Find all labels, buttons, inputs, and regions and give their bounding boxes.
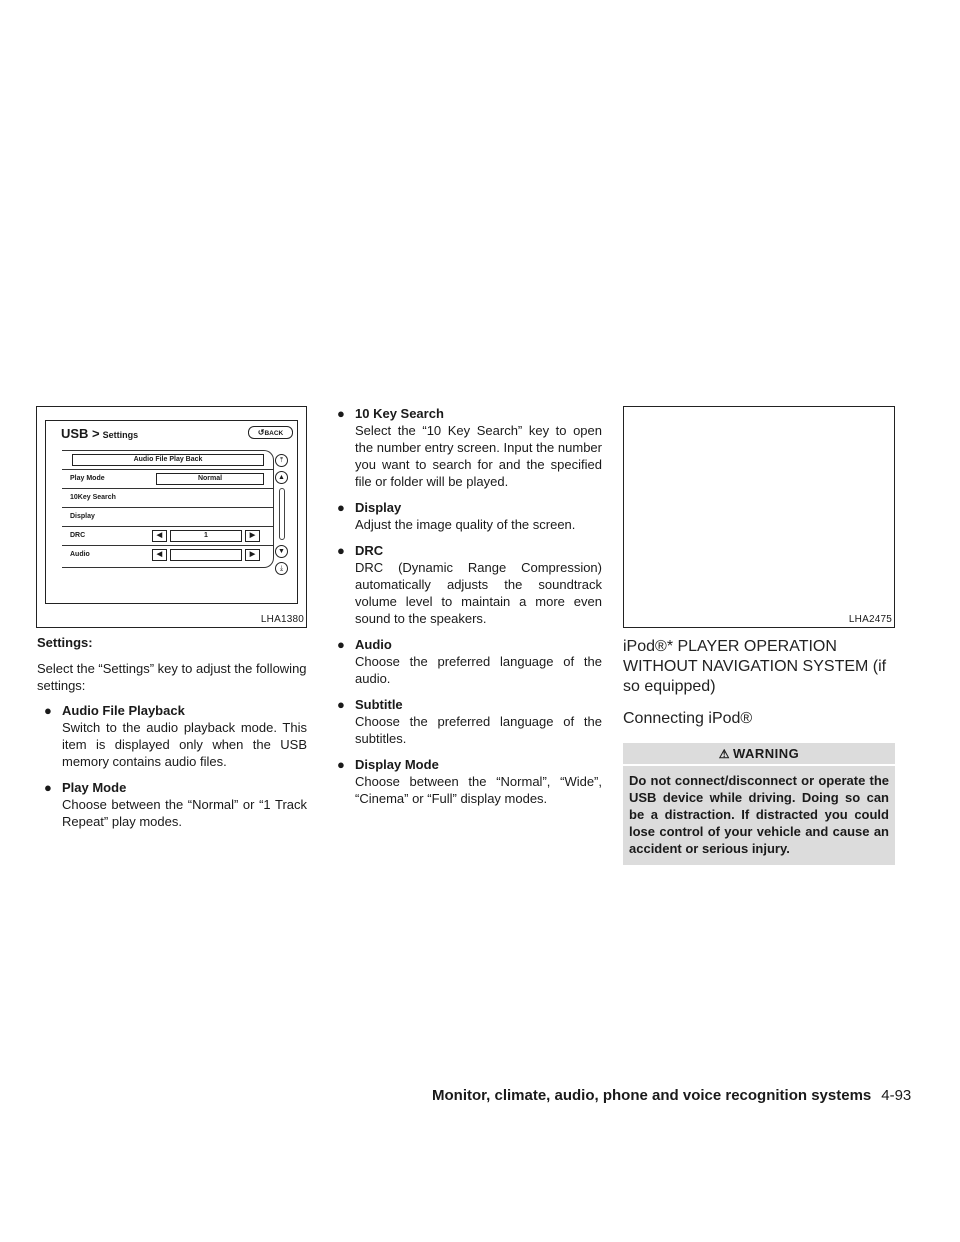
item-desc: Choose the preferred language of the subtitles. xyxy=(355,714,602,746)
item-term: Display Mode xyxy=(355,757,439,772)
warning-header xyxy=(623,743,895,764)
column-middle xyxy=(330,405,602,816)
page-footer xyxy=(432,1086,911,1106)
screen-mockup xyxy=(45,420,298,604)
back-button: ↺BACK xyxy=(248,426,293,439)
list-item xyxy=(330,696,602,747)
warning-text: Do not connect/disconnect or operate the USB device while driving. Doing so can be a distraction. If distracted you could lose control of your vehicle and cause an accident or serious injury. xyxy=(623,764,895,865)
menu-row-value: Normal xyxy=(156,473,264,485)
bullet-icon: ● xyxy=(44,780,52,795)
item-desc: Select the “10 Key Search” key to open the number entry screen. Input the number you want to search for and the specified file or folder will be played. xyxy=(355,423,602,489)
settings-menu xyxy=(62,450,274,568)
menu-row-audio-file-play-back xyxy=(62,451,273,470)
list-item xyxy=(37,702,307,770)
item-desc: Choose between the “Normal” or “1 Track Repeat” play modes. xyxy=(62,797,307,829)
menu-row-play-mode xyxy=(62,470,273,489)
figure-usb-settings-screen xyxy=(36,406,307,628)
scroll-up-icon: ▲ xyxy=(275,471,288,484)
bullet-icon: ● xyxy=(337,757,345,772)
list-item xyxy=(330,499,602,533)
menu-row-label: DRC xyxy=(70,532,86,539)
arrow-right-icon: ▶ xyxy=(245,530,260,542)
warning-icon: ⚠ xyxy=(718,747,730,761)
screen-title: USB > Settings xyxy=(61,426,139,441)
warning-label: WARNING xyxy=(732,746,800,761)
item-term: DRC xyxy=(355,543,384,558)
menu-row-label: Play Mode xyxy=(70,475,105,482)
scroll-down-icon: ▼ xyxy=(275,545,288,558)
menu-row-value: 1 xyxy=(170,530,242,542)
item-term: Display xyxy=(355,500,402,515)
column-right xyxy=(623,637,895,865)
menu-row-label: Audio File Play Back xyxy=(72,454,264,466)
item-desc: DRC (Dynamic Range Compression) automatically adjusts the soundtrack volume level to maintain a more even sound to the speakers. xyxy=(355,560,602,626)
arrow-right-icon: ▶ xyxy=(245,549,260,561)
item-desc: Switch to the audio playback mode. This item is displayed only when the USB memory contains audio files. xyxy=(62,720,307,769)
item-desc: Choose the preferred language of the audio. xyxy=(355,654,602,686)
list-item xyxy=(330,542,602,627)
list-item xyxy=(37,779,307,830)
scroll-track xyxy=(279,488,285,540)
screen-subtitle: Settings xyxy=(102,430,139,440)
scroll-top-icon: ⤒ xyxy=(275,454,288,467)
settings-heading: Settings: xyxy=(37,635,93,650)
list-item xyxy=(330,636,602,687)
item-term: Audio File Playback xyxy=(62,703,185,718)
menu-row-label: Audio xyxy=(70,551,90,558)
settings-intro: Select the “Settings” key to adjust the following settings: xyxy=(37,661,307,693)
bullet-icon: ● xyxy=(337,543,345,558)
menu-row-label: 10Key Search xyxy=(70,494,116,501)
menu-row-label: Display xyxy=(70,513,95,520)
menu-row-drc xyxy=(62,527,273,546)
bullet-icon: ● xyxy=(337,697,345,712)
item-term: Subtitle xyxy=(355,697,403,712)
menu-row-value xyxy=(170,549,242,561)
column-left xyxy=(37,634,307,839)
page-number: 4-93 xyxy=(881,1087,912,1104)
figure-label: LHA1380 xyxy=(258,614,304,626)
warning-box xyxy=(623,743,895,865)
item-term: 10 Key Search xyxy=(355,406,444,421)
chapter-title: Monitor, climate, audio, phone and voice recognition systems xyxy=(432,1087,872,1104)
sub-title: Connecting iPod® xyxy=(623,710,753,727)
menu-row-audio xyxy=(62,546,273,565)
figure-ipod-connection xyxy=(623,406,895,628)
menu-row-10key-search xyxy=(62,489,273,508)
figure-label: LHA2475 xyxy=(846,614,892,626)
back-arrow-icon: ↺ xyxy=(257,428,265,437)
bullet-icon: ● xyxy=(44,703,52,718)
list-item xyxy=(330,756,602,807)
item-desc: Choose between the “Normal”, “Wide”, “Cinema” or “Full” display modes. xyxy=(355,774,602,806)
menu-row-display xyxy=(62,508,273,527)
item-term: Play Mode xyxy=(62,780,127,795)
bullet-icon: ● xyxy=(337,500,345,515)
bullet-icon: ● xyxy=(337,406,345,421)
list-item xyxy=(330,405,602,490)
section-title: iPod®* PLAYER OPERATION WITHOUT NAVIGATION SYSTEM (if so equipped) xyxy=(623,638,887,695)
scroll-bottom-icon: ⤓ xyxy=(275,562,288,575)
arrow-left-icon: ◀ xyxy=(152,549,167,561)
bullet-icon: ● xyxy=(337,637,345,652)
item-term: Audio xyxy=(355,637,392,652)
arrow-left-icon: ◀ xyxy=(152,530,167,542)
item-desc: Adjust the image quality of the screen. xyxy=(355,517,576,532)
